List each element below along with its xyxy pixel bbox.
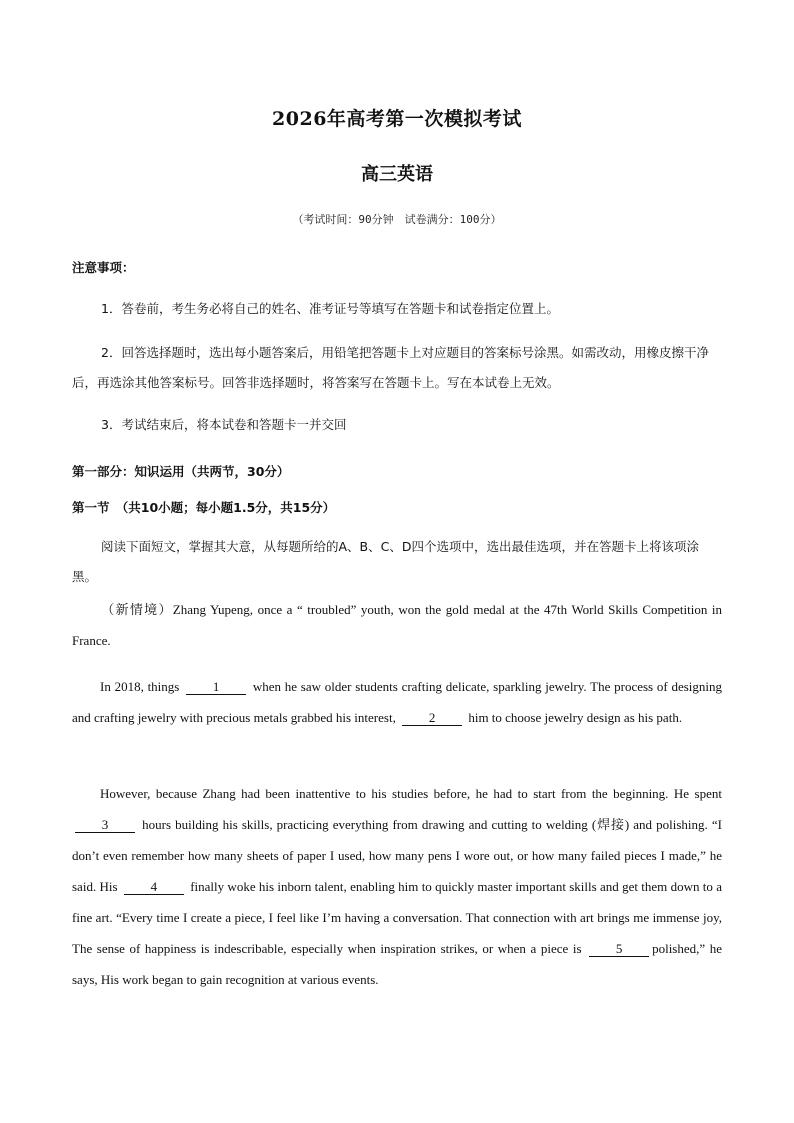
notice-item-3: 3．考试结束后，将本试卷和答题卡一并交回 — [101, 417, 347, 432]
part1-heading: 第一部分：知识运用（共两节，30分） — [72, 464, 290, 479]
notice-item-1: 1．答卷前，考生务必将自己的姓名、准考证号等填写在答题卡和试卷指定位置上。 — [101, 301, 559, 316]
passage-text: （新情境）Zhang Yupeng, once a “ troubled” youth, won the gold medal at the 47th World Skills Competition in France. — [72, 602, 722, 648]
passage-text: when he saw older students crafting delicate, sparkling jewelry. The process of designing and crafting jewelry with precious metals grabbed his interest, — [72, 679, 722, 725]
passage-paragraph-1 — [72, 594, 722, 656]
exam-subject: 高三英语 — [361, 164, 433, 185]
exam-info: （考试时间：90分钟 试卷满分：100分） — [292, 213, 502, 226]
passage-text: finally woke his inborn talent, enabling him to quickly master important skills and get them down to a fine art. “Every time I create a piece, I feel like I’m having a conversation. That connection with art brings me immense joy, The sense of happiness is indescribable, especially when inspiration strikes, or when a piece is — [72, 879, 722, 956]
blank-1: 1 — [186, 680, 246, 695]
blank-4: 4 — [124, 880, 184, 895]
blank-3: 3 — [75, 818, 135, 833]
passage-text: him to choose jewelry design as his path. — [468, 710, 683, 725]
passage-paragraph-2 — [72, 671, 722, 733]
exam-title: 2026年高考第一次模拟考试 — [272, 108, 522, 130]
blank-5: 5 — [589, 942, 649, 957]
passage-paragraph-3 — [72, 778, 722, 995]
notice-heading: 注意事项： — [72, 260, 135, 275]
notice-item-2: 2．回答选择题时，选出每小题答案后，用铅笔把答题卡上对应题目的答案标号涂黑。如需改动，用橡皮擦干净后，再选涂其他答案标号。回答非选择题时，将答案写在答题卡上。写在本试卷上无效。 — [72, 345, 709, 390]
passage-text: polished,” he says, His work began to gain recognition at various events. — [72, 941, 722, 987]
passage-text: However, because Zhang had been inattentive to his studies before, he had to start from the beginning. He spent — [100, 786, 722, 801]
blank-2: 2 — [402, 711, 462, 726]
section1-heading: 第一节 （共10小题；每小题1.5分，共15分） — [72, 500, 336, 515]
instructions: 阅读下面短文，掌握其大意，从每题所给的A、B、C、D四个选项中，选出最佳选项，并在答题卡上将该项涂黑。 — [72, 539, 699, 584]
passage-text: hours building his skills, practicing everything from drawing and cutting to welding (焊接) and polishing. “I don’t even remember how many sheets of paper I used, how many pens I wore out, or how many failed pieces I made,” he said. His — [72, 817, 723, 894]
passage-text: In 2018, things — [100, 679, 180, 694]
